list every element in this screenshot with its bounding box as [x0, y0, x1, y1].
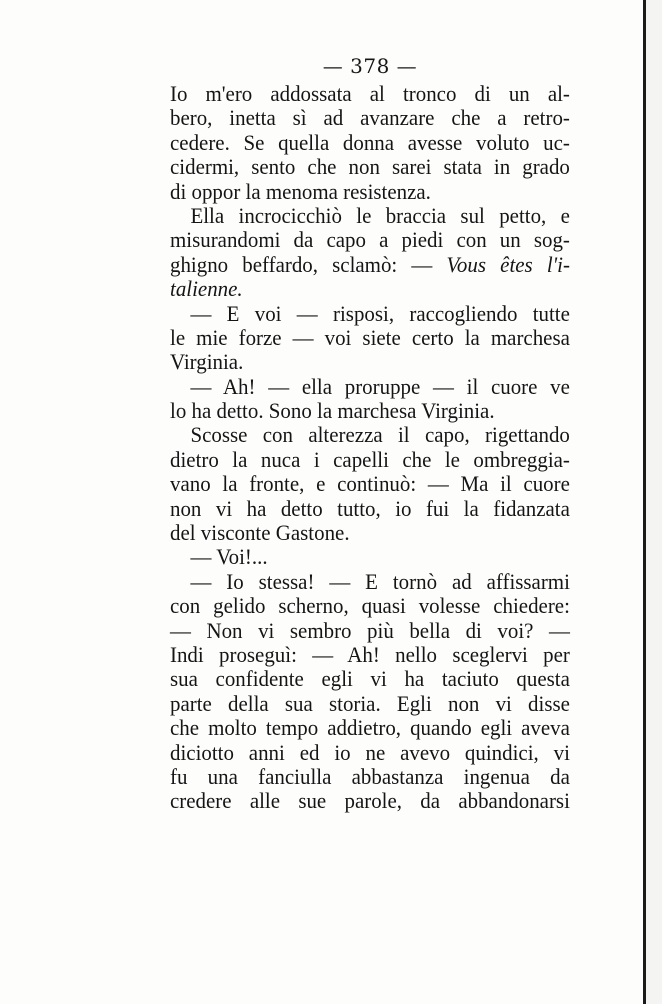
text-line: Ella incrocicchiò le braccia sul petto, e: [190, 202, 570, 228]
text-line: fu una fanciulla abbastanza ingenua da: [170, 763, 570, 789]
text-line: non vi ha detto tutto, io fui la fidanzata: [170, 495, 570, 521]
page-margin-strip: [646, 0, 662, 1004]
text-line-mixed: [170, 253, 570, 277]
text-line: cedere. Se quella donna avesse voluto uc-: [170, 129, 570, 155]
text-line: Virginia.: [170, 349, 244, 375]
text-line: con gelido scherno, quasi volesse chiedere:: [170, 593, 570, 619]
italic-segment: Vous êtes l'i-: [446, 251, 570, 277]
text-line: sua confidente egli vi ha taciuto questa: [170, 666, 570, 692]
text-line: Scosse con alterezza il capo, rigettando: [190, 422, 570, 448]
page-number: — 378 —: [322, 54, 418, 78]
text-line: vano la fronte, e continuò: — Ma il cuore: [170, 471, 570, 497]
text-line: talienne.: [170, 276, 243, 302]
text-line: di oppor la menoma resistenza.: [170, 178, 431, 204]
text-line: — Voi!...: [190, 544, 268, 570]
text-line: misurandomi da capo a piedi con un sog-: [170, 227, 570, 253]
text-line: — E voi — risposi, raccogliendo tutte: [190, 300, 570, 326]
body-text: [170, 81, 570, 814]
text-line: — Ah! — ella proruppe — il cuore ve: [190, 373, 570, 399]
text-line: lo ha detto. Sono la marchesa Virginia.: [170, 398, 495, 424]
text-line: — Io stessa! — E tornò ad affissarmi: [190, 568, 570, 594]
text-line: Io m'ero addossata al tronco di un al-: [170, 81, 570, 106]
text-line: dietro la nuca i capelli che le ombreggia-: [170, 446, 570, 472]
text-line: le mie forze — voi siete certo la marchesa: [170, 324, 570, 350]
text-line: che molto tempo addietro, quando egli aveva: [170, 715, 570, 741]
text-line: credere alle sue parole, da abbandonarsi: [170, 788, 570, 814]
text-line: cidermi, sento che non sarei stata in grado: [170, 154, 570, 180]
text-line: bero, inetta sì ad avanzare che a retro-: [170, 105, 570, 131]
text-segment: ghigno beffardo, sclamò: —: [170, 251, 447, 277]
text-line: diciotto anni ed io ne avevo quindici, vi: [170, 739, 570, 765]
text-line: — Non vi sembro più bella di voi? —: [170, 617, 570, 643]
text-line: parte della sua storia. Egli non vi disse: [170, 690, 570, 716]
text-line: Indi proseguì: — Ah! nello sceglervi per: [170, 641, 570, 667]
text-line: del visconte Gastone.: [170, 520, 350, 546]
